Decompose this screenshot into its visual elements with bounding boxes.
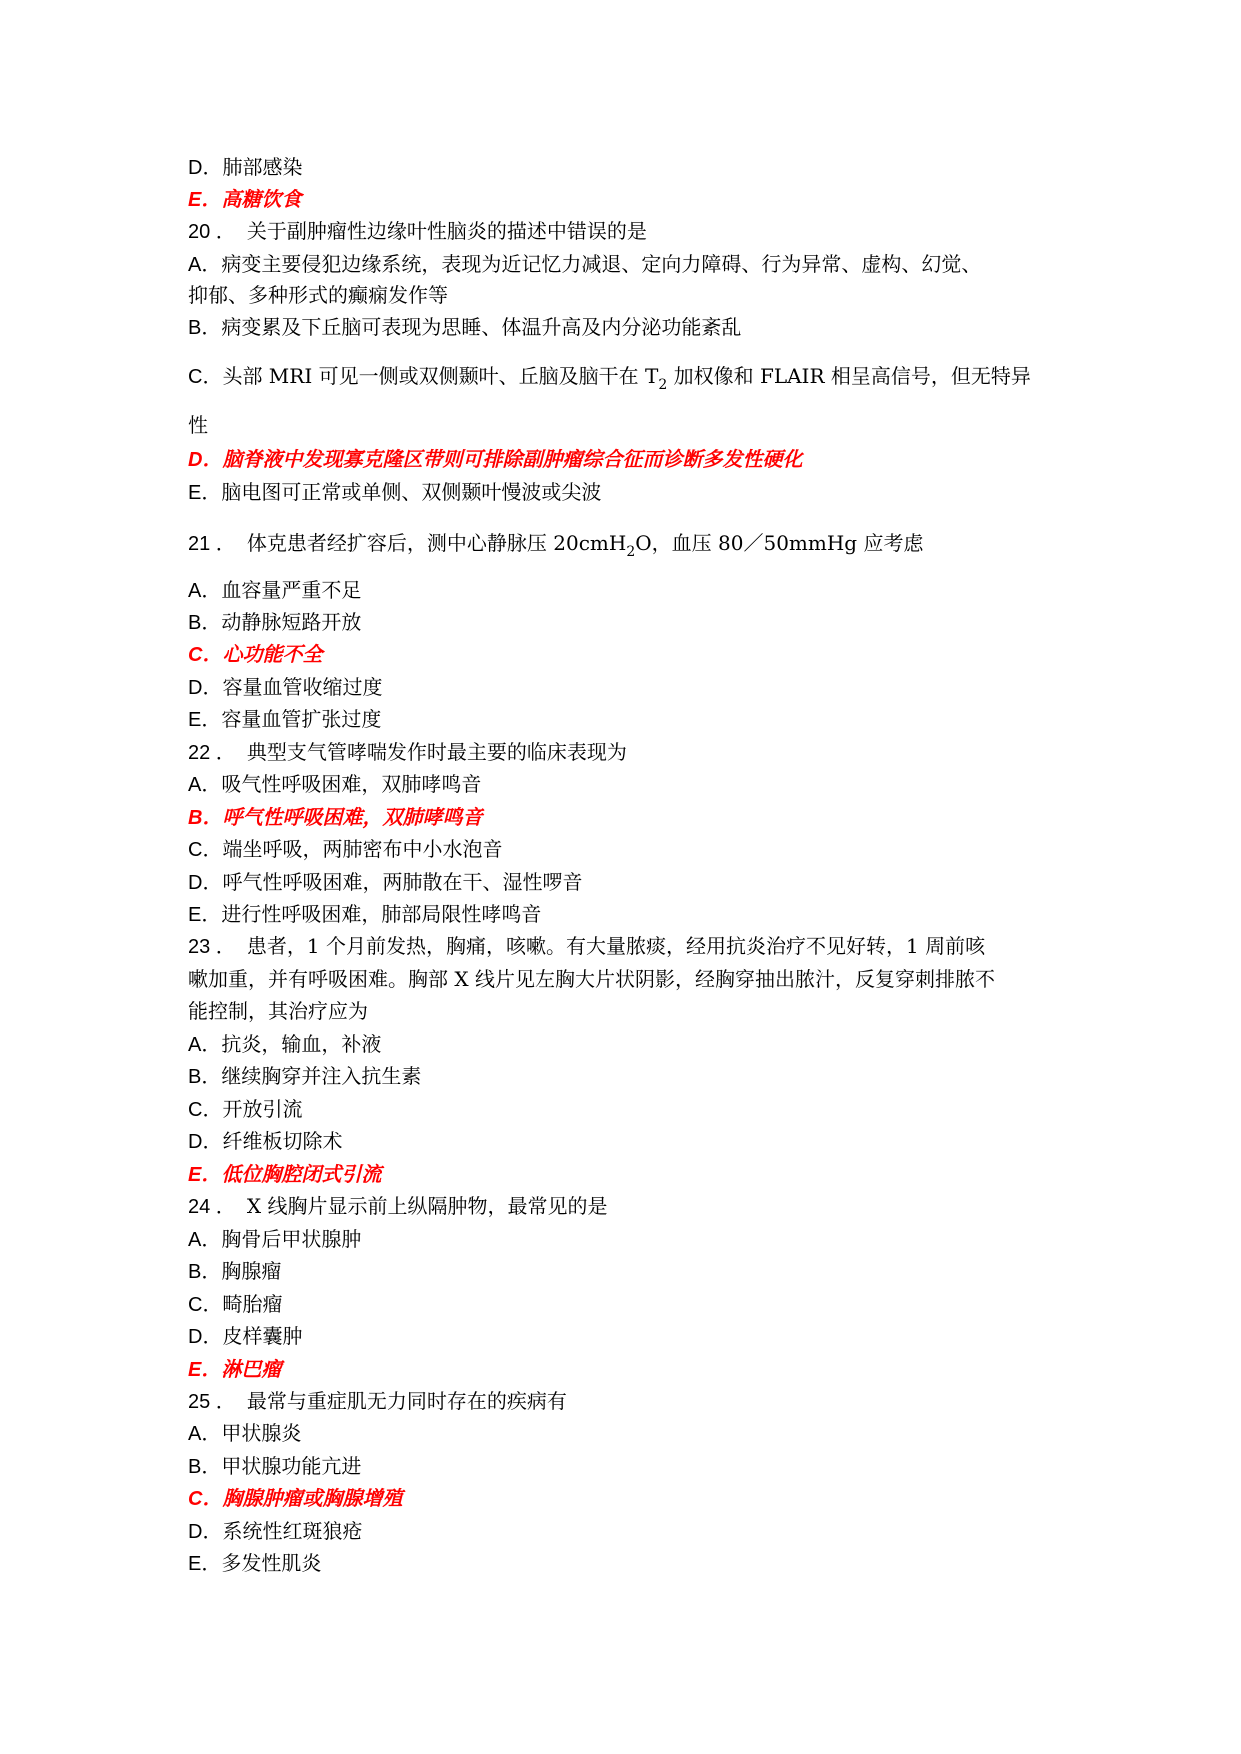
option-text: 端坐呼吸，两肺密布中小水泡音 <box>222 837 503 861</box>
option-text: 病变累及下丘脑可表现为思睡、体温升高及内分泌功能紊乱 <box>221 315 742 339</box>
q20-stem: 20 ． 关于副肿瘤性边缘叶性脑炎的描述中错误的是 <box>188 219 647 243</box>
option-text: 畸胎瘤 <box>222 1292 283 1316</box>
question-text: X 线胸片显示前上纵隔肿物，最常见的是 <box>246 1194 608 1218</box>
q23-stem: 23 ． 患者，1 个月前发热，胸痛，咳嗽。有大量脓痰，经用抗炎治疗不见好转，1 周前咳 <box>188 934 986 958</box>
option-letter: D <box>188 677 203 699</box>
option-letter: A <box>188 580 202 602</box>
q20-option-e: E．脑电图可正常或单侧、双侧颞叶慢波或尖波 <box>188 480 602 504</box>
option-letter: B <box>188 1261 202 1283</box>
option-letter: A <box>188 774 202 796</box>
question-number: 24 <box>188 1196 211 1218</box>
option-text: 皮样囊肿 <box>222 1324 303 1348</box>
option-letter: D <box>188 449 203 471</box>
option-text: 容量血管收缩过度 <box>222 675 383 699</box>
option-text: 性 <box>188 413 208 437</box>
option-text: 胸骨后甲状腺肿 <box>221 1227 362 1251</box>
q24-option-b: B．胸腺瘤 <box>188 1259 282 1283</box>
option-letter: C <box>188 1294 203 1316</box>
q21-option-b: B．动静脉短路开放 <box>188 610 362 634</box>
option-text: 淋巴瘤 <box>221 1357 282 1381</box>
q23-option-a: A．抗炎，输血，补液 <box>188 1032 382 1056</box>
option-text: 呼气性呼吸困难，双肺哮鸣音 <box>222 805 483 829</box>
q24-option-e-correct: E．淋巴瘤 <box>188 1357 282 1381</box>
q23-option-d: D．纤维板切除术 <box>188 1129 343 1153</box>
q20-option-c-cont <box>188 412 1068 438</box>
q23-option-e-correct: E．低位胸腔闭式引流 <box>188 1162 382 1186</box>
option-text: 脑电图可正常或单侧、双侧颞叶慢波或尖波 <box>221 480 602 504</box>
option-text: 脑脊液中发现寡克隆区带则可排除副肿瘤综合征而诊断多发性硬化 <box>222 447 803 471</box>
option-letter: D <box>188 1131 203 1153</box>
option-text: 进行性呼吸困难，肺部局限性哮鸣音 <box>221 902 542 926</box>
question-text: 能控制，其治疗应为 <box>188 999 368 1023</box>
option-letter: E <box>188 709 202 731</box>
option-letter: E <box>188 904 202 926</box>
option-letter: A <box>188 254 202 276</box>
q24-option-d: D．皮样囊肿 <box>188 1324 303 1348</box>
option-letter: D <box>188 872 203 894</box>
option-letter: E <box>188 1164 202 1186</box>
option-text: 抗炎，输血，补液 <box>221 1032 382 1056</box>
option-letter: B <box>188 612 202 634</box>
q20-option-d-correct: D．脑脊液中发现寡克隆区带则可排除副肿瘤综合征而诊断多发性硬化 <box>188 447 803 471</box>
q20-option-a-cont <box>188 282 1068 308</box>
q25-option-c-correct: C．胸腺肿瘤或胸腺增殖 <box>188 1486 403 1510</box>
q22-option-c: C．端坐呼吸，两肺密布中小水泡音 <box>188 837 503 861</box>
q20-option-a: A．病变主要侵犯边缘系统，表现为近记忆力减退、定向力障碍、行为异常、虚构、幻觉、 <box>188 252 982 276</box>
option-letter: B <box>188 1456 202 1478</box>
q22-option-d: D．呼气性呼吸困难，两肺散在干、湿性啰音 <box>188 870 583 894</box>
option-text: 低位胸腔闭式引流 <box>221 1162 382 1186</box>
q21-option-a: A．血容量严重不足 <box>188 578 362 602</box>
option-text: 胸腺肿瘤或胸腺增殖 <box>222 1486 403 1510</box>
q22-stem: 22 ． 典型支气管哮喘发作时最主要的临床表现为 <box>188 740 627 764</box>
option-letter: A <box>188 1229 202 1251</box>
option-text: 继续胸穿并注入抗生素 <box>221 1064 422 1088</box>
q22-option-a: A．吸气性呼吸困难，双肺哮鸣音 <box>188 772 482 796</box>
option-text: 高糖饮食 <box>221 187 302 211</box>
option-text: 多发性肌炎 <box>221 1551 322 1575</box>
question-text: 最常与重症肌无力同时存在的疾病有 <box>246 1389 567 1413</box>
question-text: 体克患者经扩容后，测中心静脉压 20cmH <box>246 531 627 555</box>
question-number: 22 <box>188 742 211 764</box>
q24-option-a: A．胸骨后甲状腺肿 <box>188 1227 362 1251</box>
option-letter: C <box>188 1099 203 1121</box>
option-text: 纤维板切除术 <box>222 1129 343 1153</box>
q24-stem: 24 ． X 线胸片显示前上纵隔肿物，最常见的是 <box>188 1194 608 1218</box>
option-letter: A <box>188 1034 202 1056</box>
q23-option-b: B．继续胸穿并注入抗生素 <box>188 1064 422 1088</box>
q23-option-c: C．开放引流 <box>188 1097 303 1121</box>
option-text: 肺部感染 <box>222 155 303 179</box>
q21-stem: 21 ． 体克患者经扩容后，测中心静脉压 20cmH$_2$O，血压 80／50mmHg 应考虑 <box>188 531 924 560</box>
q21-option-e: E．容量血管扩张过度 <box>188 707 382 731</box>
q20-option-c: C．头部 MRI 可见一侧或双侧颞叶、丘脑及脑干在 $T_2$ 加权像和 FLAIR 相呈高信号，但无特异 <box>188 364 1031 393</box>
option-text: 吸气性呼吸困难，双肺哮鸣音 <box>221 772 482 796</box>
q25-option-e: E．多发性肌炎 <box>188 1551 322 1575</box>
q20-option-b: B．病变累及下丘脑可表现为思睡、体温升高及内分泌功能紊乱 <box>188 315 742 339</box>
option-text: 血容量严重不足 <box>221 578 362 602</box>
option-letter: E <box>188 1359 202 1381</box>
q25-option-b: B．甲状腺功能亢进 <box>188 1454 362 1478</box>
question-number: 23 <box>188 936 211 958</box>
question-number: 20 <box>188 221 211 243</box>
subscript: 2 <box>626 544 636 560</box>
q24-option-c: C．畸胎瘤 <box>188 1292 283 1316</box>
q23-stem-cont <box>188 966 1068 992</box>
option-text: 甲状腺炎 <box>221 1421 302 1445</box>
question-text: 患者，1 个月前发热，胸痛，咳嗽。有大量脓痰，经用抗炎治疗不见好转，1 周前咳 <box>246 934 986 958</box>
option-text: 甲状腺功能亢进 <box>221 1454 362 1478</box>
option-letter: B <box>188 317 202 339</box>
q21-option-d: D．容量血管收缩过度 <box>188 675 383 699</box>
option-letter: E <box>188 189 202 211</box>
q22-option-b-correct: B．呼气性呼吸困难，双肺哮鸣音 <box>188 805 483 829</box>
option-text: 病变主要侵犯边缘系统，表现为近记忆力减退、定向力障碍、行为异常、虚构、幻觉、 <box>221 252 982 276</box>
option-letter: D <box>188 1521 203 1543</box>
q22-option-e: E．进行性呼吸困难，肺部局限性哮鸣音 <box>188 902 542 926</box>
option-text: 抑郁、多种形式的癫痫发作等 <box>188 283 448 307</box>
q25-option-a: A．甲状腺炎 <box>188 1421 302 1445</box>
option-text: 容量血管扩张过度 <box>221 707 382 731</box>
option-letter: C <box>188 1488 203 1510</box>
option-text: 系统性红斑狼疮 <box>222 1519 363 1543</box>
q19-option-d: D．肺部感染 <box>188 155 303 179</box>
option-text: 胸腺瘤 <box>221 1259 282 1283</box>
option-text: 心功能不全 <box>222 642 323 666</box>
option-letter: C <box>188 366 203 388</box>
option-text: 头部 MRI 可见一侧或双侧颞叶、丘脑及脑干在 T <box>222 364 659 388</box>
q25-stem: 25 ． 最常与重症肌无力同时存在的疾病有 <box>188 1389 567 1413</box>
option-text: 加权像和 FLAIR 相呈高信号，但无特异 <box>667 364 1031 388</box>
subscript: 2 <box>658 377 668 393</box>
question-text: O，血压 80／50mmHg 应考虑 <box>635 531 924 555</box>
option-letter: B <box>188 807 203 829</box>
option-letter: C <box>188 839 203 861</box>
question-text: 关于副肿瘤性边缘叶性脑炎的描述中错误的是 <box>246 219 647 243</box>
option-letter: D <box>188 157 203 179</box>
question-number: 21 <box>188 533 211 555</box>
option-letter: B <box>188 1066 202 1088</box>
q25-option-d: D．系统性红斑狼疮 <box>188 1519 363 1543</box>
option-text: 呼气性呼吸困难，两肺散在干、湿性啰音 <box>222 870 583 894</box>
question-text: 嗽加重，并有呼吸困难。胸部 X 线片见左胸大片状阴影，经胸穿抽出脓汁，反复穿刺排脓不 <box>188 967 995 991</box>
option-letter: E <box>188 482 202 504</box>
question-text: 典型支气管哮喘发作时最主要的临床表现为 <box>246 740 627 764</box>
q19-option-e-correct: E．高糖饮食 <box>188 187 302 211</box>
q23-stem-cont <box>188 998 1068 1024</box>
option-text: 动静脉短路开放 <box>221 610 362 634</box>
option-letter: C <box>188 644 203 666</box>
option-letter: D <box>188 1326 203 1348</box>
question-number: 25 <box>188 1391 211 1413</box>
option-text: 开放引流 <box>222 1097 303 1121</box>
option-letter: A <box>188 1423 202 1445</box>
q21-option-c-correct: C．心功能不全 <box>188 642 323 666</box>
option-letter: E <box>188 1553 202 1575</box>
